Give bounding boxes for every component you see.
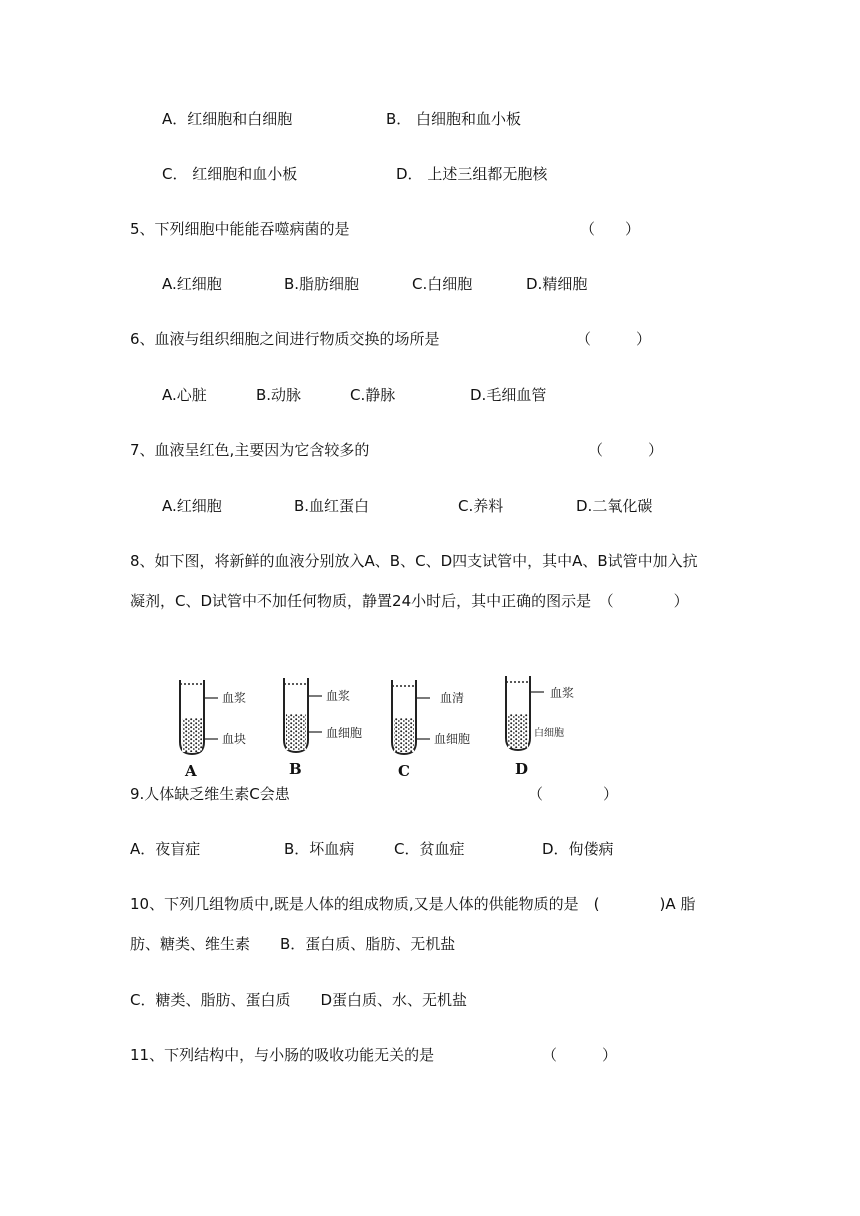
q4-option-b: B． 白细胞和血小板	[386, 110, 522, 128]
q6-stem: 6、血液与组织细胞之间进行物质交换的场所是	[130, 330, 440, 348]
q6-answer-paren: （ ）	[576, 330, 652, 348]
tube-b-letter: B	[289, 760, 302, 778]
q7-option-d: D.二氧化碳	[576, 497, 653, 515]
q8-stem-line2: 凝剂，C、D试管中不加任何物质，静置24小时后，其中正确的图示是 （ ）	[130, 592, 689, 610]
q11-stem: 11、下列结构中，与小肠的吸收功能无关的是	[130, 1046, 435, 1064]
q10-stem-line2: 肪、糖类、维生素 B．蛋白质、脂肪、无机盐	[130, 935, 456, 953]
tube-c	[392, 680, 470, 780]
q5-option-c: C.白细胞	[412, 275, 473, 293]
tube-a	[180, 680, 246, 780]
q7-option-c: C.养料	[458, 497, 504, 515]
tube-c-bottom-label: 血细胞	[434, 732, 471, 746]
tube-d-letter: D	[515, 760, 529, 778]
q10-stem-line3: C．糖类、脂肪、蛋白质 D蛋白质、水、无机盐	[130, 991, 468, 1009]
tube-a-top-label: 血浆	[222, 691, 247, 705]
tube-a-bottom-label: 血块	[222, 732, 247, 746]
q5-option-b: B.脂肪细胞	[284, 275, 360, 293]
q9-option-a: A．夜盲症	[130, 840, 201, 858]
q8-stem-line1: 8、如下图，将新鲜的血液分别放入A、B、C、D四支试管中，其中A、B试管中加入抗	[130, 552, 698, 570]
q4-option-a: A．红细胞和白细胞	[162, 110, 293, 128]
q7-option-b: B.血红蛋白	[294, 497, 370, 515]
q6-option-c: C.静脉	[350, 386, 396, 404]
tube-a-letter: A	[185, 762, 197, 780]
q6-option-d: D.毛细血管	[470, 386, 547, 404]
q9-option-c: C．贫血症	[394, 840, 465, 858]
q5-answer-paren: （ ）	[580, 220, 641, 238]
q9-option-b: B．坏血病	[284, 840, 355, 858]
q7-option-a: A.红细胞	[162, 497, 222, 515]
q11-answer-paren: （ ）	[542, 1046, 618, 1064]
q6-option-a: A.心脏	[162, 386, 207, 404]
q6-option-b: B.动脉	[256, 386, 302, 404]
q5-option-a: A.红细胞	[162, 275, 222, 293]
q9-stem: 9.人体缺乏维生素C会患	[130, 785, 290, 803]
q5-option-d: D.精细胞	[526, 275, 588, 293]
q4-option-c: C． 红细胞和血小板	[162, 165, 298, 183]
tube-d	[506, 676, 574, 778]
tube-b-bottom-label: 血细胞	[326, 726, 363, 740]
test-tube-figure	[160, 662, 610, 782]
q7-answer-paren: （ ）	[588, 441, 664, 459]
q10-stem-line1: 10、下列几组物质中,既是人体的组成物质,又是人体的供能物质的是 ( )A 脂	[130, 895, 696, 913]
tube-d-bottom-label: 白细胞	[534, 728, 564, 739]
tube-c-top-label: 血清	[440, 691, 465, 705]
q7-stem: 7、血液呈红色,主要因为它含较多的	[130, 441, 370, 459]
q9-option-d: D．佝偻病	[542, 840, 614, 858]
q4-option-d: D． 上述三组都无胞核	[396, 165, 548, 183]
tube-b	[284, 678, 362, 778]
tube-c-letter: C	[398, 762, 410, 780]
q9-answer-paren: （ ）	[528, 785, 619, 803]
q5-stem: 5、下列细胞中能能吞噬病菌的是	[130, 220, 350, 238]
tube-b-top-label: 血浆	[326, 689, 351, 703]
tube-d-top-label: 血浆	[550, 686, 575, 700]
